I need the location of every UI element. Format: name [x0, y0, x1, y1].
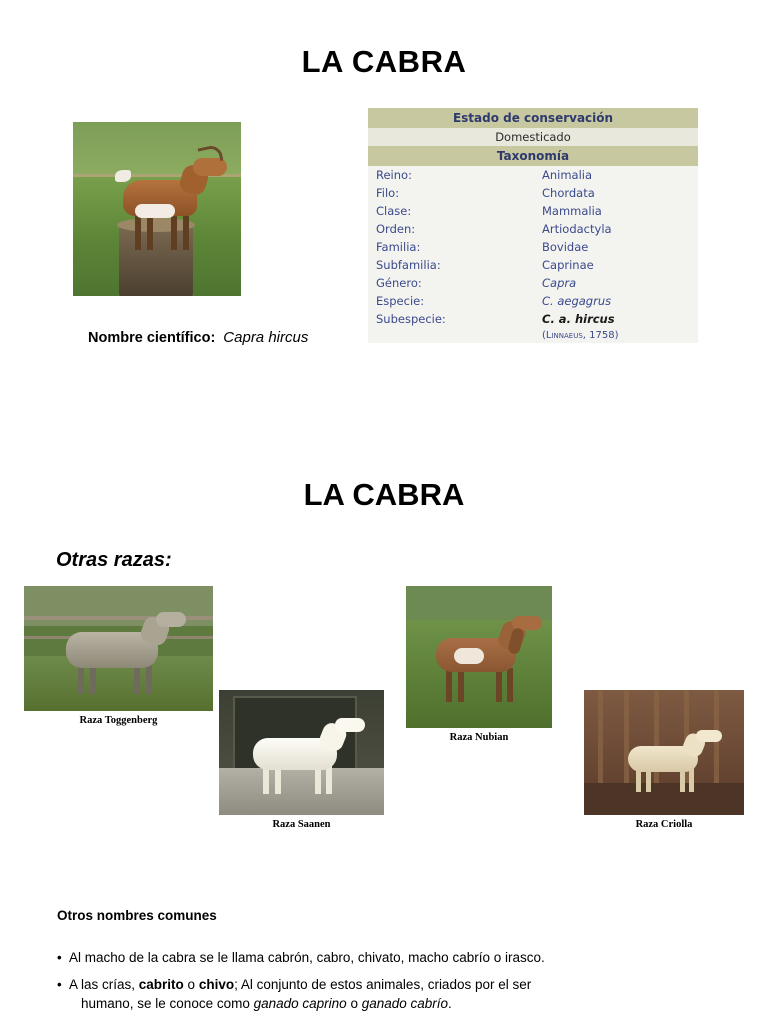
- breed-caption: Raza Criolla: [635, 819, 693, 830]
- goat-head: [696, 730, 722, 742]
- taxonomy-value: Chordata: [542, 186, 595, 200]
- table-row: [368, 274, 698, 292]
- taxonomy-value: C. aegagrus: [542, 294, 612, 308]
- photo-ground: [584, 783, 744, 816]
- goat-leg: [315, 766, 321, 794]
- bullet-text-young-e: ; Al conjunto de estos animales, criados por el ser: [234, 977, 532, 992]
- taxonomy-key: Género:: [376, 276, 422, 290]
- goat-leg: [90, 664, 96, 694]
- taxonomy-key: Subespecie:: [376, 312, 446, 326]
- conservation-value: Domesticado: [368, 128, 698, 146]
- breed-caption: Raza Nubian: [449, 732, 509, 743]
- goat-leg: [689, 768, 694, 792]
- goat-leg: [147, 216, 153, 250]
- scientific-name-label: Nombre científico:: [88, 330, 216, 346]
- taxonomy-key: Clase:: [376, 204, 412, 218]
- table-row: [368, 310, 698, 328]
- taxonomy-key: Especie:: [376, 294, 425, 308]
- bullet-text-young-c: o: [183, 977, 199, 992]
- conservation-header: Estado de conservación: [368, 108, 698, 128]
- page-title-slide1: LA CABRA: [301, 44, 467, 79]
- breed-saanen: [219, 690, 384, 830]
- goat-leg: [458, 668, 464, 702]
- toggenberg-photo: [24, 586, 213, 711]
- taxonomy-header-row: [368, 146, 698, 166]
- table-row: [368, 328, 698, 343]
- taxonomy-value: Artiodactyla: [542, 222, 612, 236]
- bullet-text-young-a: A las crías,: [69, 977, 139, 992]
- goat-leg: [78, 664, 84, 694]
- bullet-text-young-b: cabrito: [138, 977, 184, 992]
- taxonomy-header: Taxonomía: [368, 146, 698, 166]
- goat-leg: [146, 664, 152, 694]
- goat-leg: [183, 216, 189, 250]
- bullet-line2-c: o: [346, 996, 362, 1011]
- criolla-photo: [584, 690, 744, 815]
- goat-head: [335, 718, 365, 732]
- photo-grass: [406, 620, 552, 728]
- bullet-text-young-d: chivo: [198, 977, 235, 992]
- goat-head: [156, 612, 186, 627]
- list-item: [57, 948, 717, 967]
- conservation-value-row: [368, 128, 698, 146]
- saanen-photo: [219, 690, 384, 815]
- nubian-photo: [406, 586, 552, 728]
- scientific-name: [88, 329, 308, 346]
- scientific-name-value: Capra hircus: [223, 329, 309, 346]
- table-row: [368, 292, 698, 310]
- table-row: [368, 166, 698, 184]
- taxonomy-table: [368, 108, 698, 343]
- taxonomy-value: Capra: [542, 276, 577, 290]
- goat-leg: [134, 664, 140, 694]
- common-names-heading: Otros nombres comunes: [57, 908, 217, 923]
- breed-caption: Raza Toggenberg: [79, 715, 158, 726]
- goat-leg: [496, 668, 502, 702]
- goat-tail: [115, 170, 131, 182]
- page-title-slide2: LA CABRA: [303, 477, 465, 512]
- table-row: [368, 256, 698, 274]
- bullet-line2-d: ganado cabrío: [361, 996, 449, 1011]
- goat-leg: [326, 766, 332, 794]
- taxonomy-value: C. a. hircus: [542, 312, 615, 326]
- bullet-line2-e: .: [448, 996, 452, 1011]
- taxonomy-key: Orden:: [376, 222, 416, 236]
- goat-leg: [275, 766, 281, 794]
- taxonomy-key: Subfamilia:: [376, 258, 441, 272]
- taxonomy-authority: (Linnaeus, 1758): [542, 330, 619, 341]
- breed-nubian: [406, 586, 552, 743]
- table-row: [368, 202, 698, 220]
- goat-leg: [507, 668, 513, 702]
- taxonomy-value: Bovidae: [542, 240, 589, 254]
- goat-leg: [263, 766, 269, 794]
- bullet-line2-b: ganado caprino: [253, 996, 347, 1011]
- other-breeds-subtitle: Otras razas:: [56, 549, 172, 571]
- list-item: [57, 975, 717, 1013]
- taxonomy-key-empty: [368, 328, 534, 343]
- goat-belly: [454, 648, 484, 664]
- taxonomy-key: Familia:: [376, 240, 421, 254]
- taxonomy-key: Reino:: [376, 168, 412, 182]
- photo-stump: [119, 224, 193, 296]
- goat-belly: [135, 204, 175, 218]
- breed-caption: Raza Saanen: [272, 819, 331, 830]
- table-row: [368, 238, 698, 256]
- taxonomy-key: Filo:: [376, 186, 400, 200]
- taxonomy-value: Caprinae: [542, 258, 594, 272]
- goat-leg: [446, 668, 452, 702]
- table-row: [368, 184, 698, 202]
- taxonomy-value: Animalia: [542, 168, 593, 182]
- breed-criolla: [584, 690, 744, 830]
- breed-toggenberg: [24, 586, 213, 726]
- goat-on-stump-photo: [73, 122, 241, 296]
- goat-leg: [171, 216, 177, 250]
- common-names-list: [57, 948, 717, 1021]
- goat-leg: [135, 216, 141, 250]
- taxonomy-value: Mammalia: [542, 204, 602, 218]
- photo-ground: [219, 768, 384, 816]
- table-row: [368, 220, 698, 238]
- bullet-text-male: Al macho de la cabra se le llama cabrón, cabro, chivato, macho cabrío o irasco.: [69, 950, 545, 965]
- bullet-line2-a: humano, se le conoce como: [81, 996, 254, 1011]
- bullet-text-young-line2: [69, 994, 717, 1013]
- conservation-header-row: [368, 108, 698, 128]
